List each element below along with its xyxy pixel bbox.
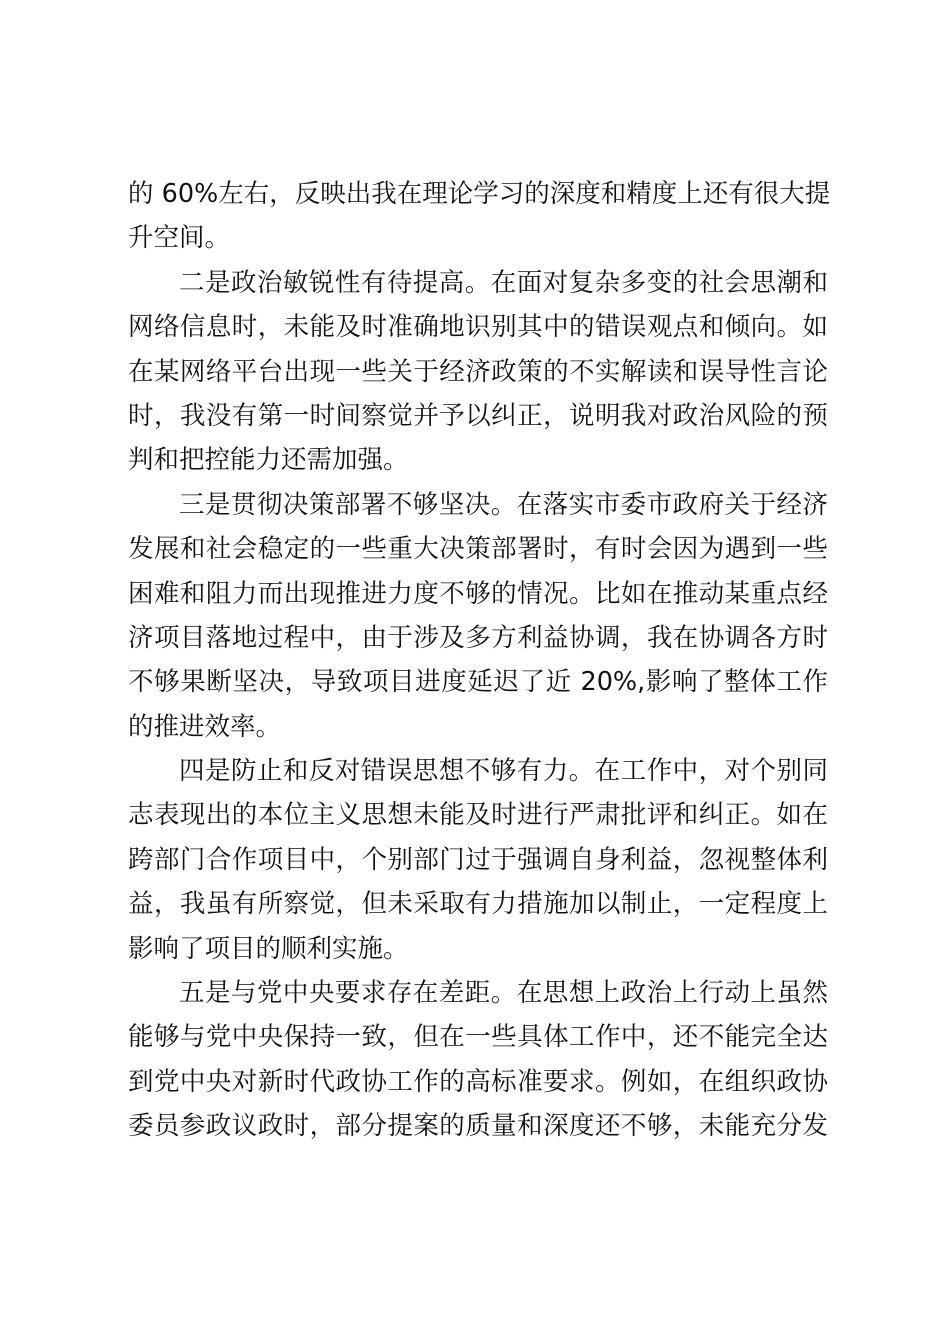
paragraph-wrong-thinking xyxy=(128,749,828,971)
text-line: 影响了项目的顺利实施。 xyxy=(128,933,409,964)
text-line: 时，我没有第一时间察觉并予以纠正，说明我对政治风险的预 xyxy=(128,400,828,431)
text-line: 志表现出的本位主义思想未能及时进行严肃批评和纠正。如在 xyxy=(128,800,828,831)
text-line: 网络信息时，未能及时准确地识别其中的错误观点和倾向。如 xyxy=(128,312,828,343)
paragraph-continuation xyxy=(128,172,831,261)
text-line: 委员参政议政时，部分提案的质量和深度还不够，未能充分发 xyxy=(128,1111,828,1142)
text-line: 不够果断坚决，导致项目进度延迟了近 20%,影响了整体工作 xyxy=(128,667,828,698)
text-line: 判和把控能力还需加强。 xyxy=(128,445,409,476)
text-line: 的 60%左右，反映出我在理论学习的深度和精度上还有很大提 xyxy=(128,179,831,209)
text-line: 五是与党中央要求存在差距。在思想上政治上行动上虽然 xyxy=(179,978,828,1009)
paragraph-central-requirements xyxy=(128,971,828,1149)
text-line: 二是政治敏锐性有待提高。在面对复杂多变的社会思潮和 xyxy=(179,267,828,298)
text-line: 升空间。 xyxy=(128,223,231,254)
text-line: 四是防止和反对错误思想不够有力。在工作中，对个别同 xyxy=(179,756,828,787)
paragraph-political-sensitivity xyxy=(128,261,828,483)
text-line: 益，我虽有所察觉，但未采取有力措施加以制止，一定程度上 xyxy=(128,889,828,920)
text-line: 到党中央对新时代政协工作的高标准要求。例如，在组织政协 xyxy=(128,1066,828,1097)
text-line: 在某网络平台出现一些关于经济政策的不实解读和误导性言论 xyxy=(128,356,828,387)
paragraph-implementation xyxy=(128,483,828,749)
text-line: 的推进效率。 xyxy=(128,711,282,742)
text-line: 发展和社会稳定的一些重大决策部署时，有时会因为遇到一些 xyxy=(128,534,828,565)
text-line: 跨部门合作项目中，个别部门过于强调自身利益，忽视整体利 xyxy=(128,844,828,875)
text-line: 济项目落地过程中，由于涉及多方利益协调，我在协调各方时 xyxy=(128,622,828,653)
text-line: 能够与党中央保持一致，但在一些具体工作中，还不能完全达 xyxy=(128,1022,828,1053)
text-line: 困难和阻力而出现推进力度不够的情况。比如在推动某重点经 xyxy=(128,578,828,609)
document-body xyxy=(128,172,831,1149)
text-line: 三是贯彻决策部署不够坚决。在落实市委市政府关于经济 xyxy=(179,489,828,520)
